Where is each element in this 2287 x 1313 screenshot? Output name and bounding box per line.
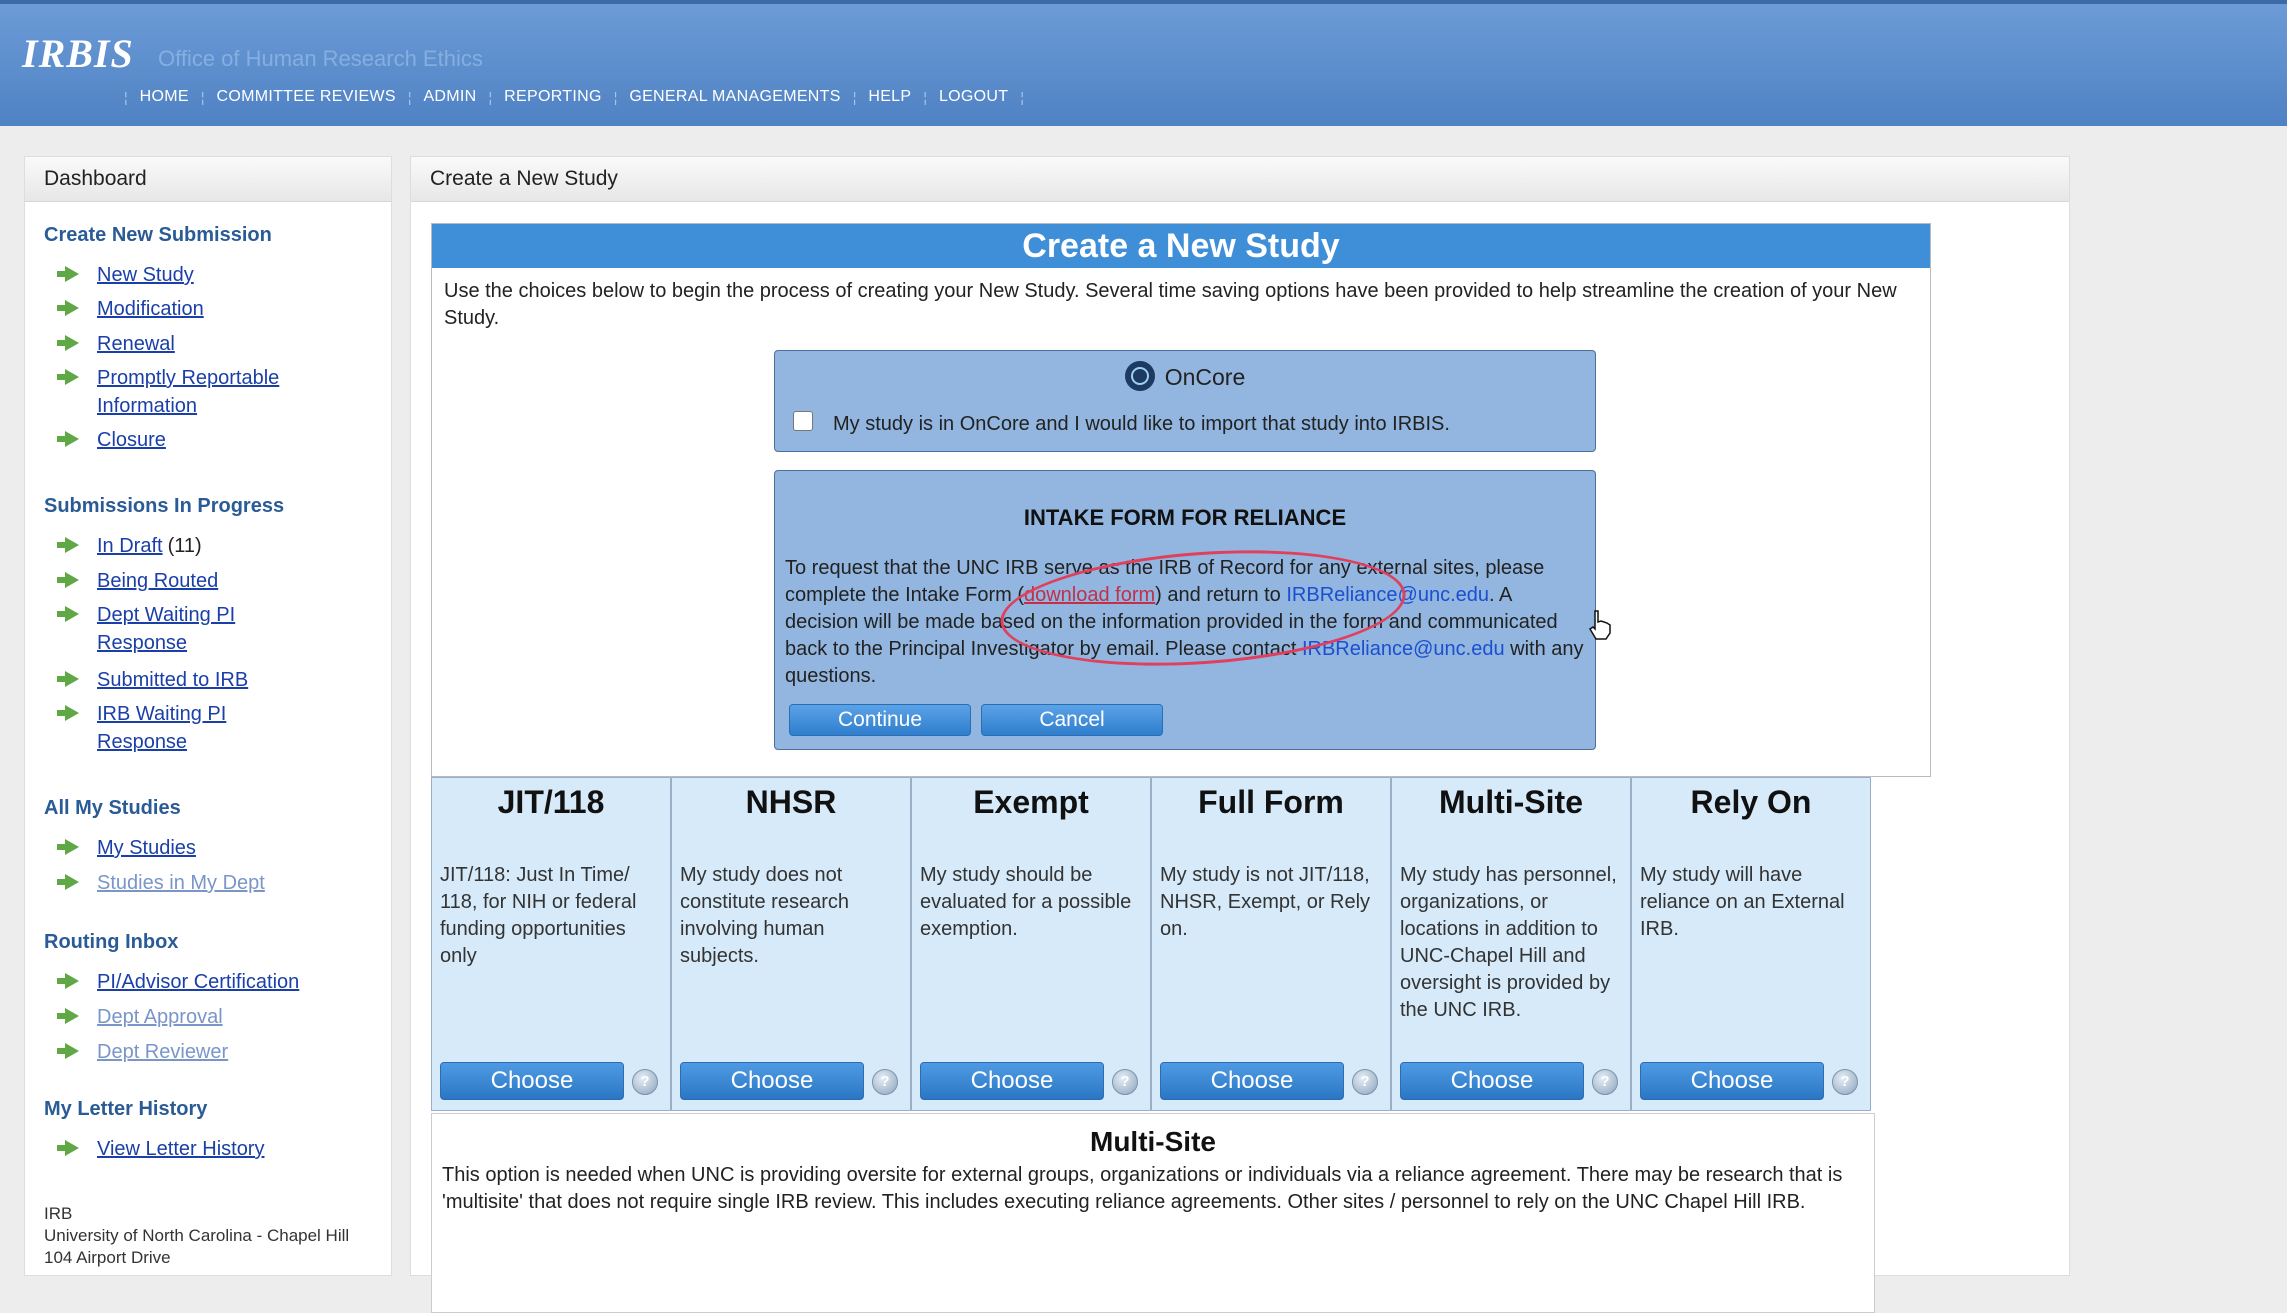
sidebar-item-dept-waiting[interactable] (65, 601, 237, 657)
arrow-icon (65, 973, 79, 989)
address-line: University of North Carolina - Chapel Hill (44, 1226, 350, 1245)
help-icon[interactable]: ? (872, 1069, 898, 1095)
arrow-icon (65, 1008, 79, 1024)
promptly-reportable-link[interactable]: Promptly Reportable Information (97, 367, 280, 417)
arrow-icon (65, 369, 79, 385)
reliance-email-link-2[interactable]: IRBReliance@unc.edu (1301, 638, 1505, 660)
section-create-new-submission: Create New Submission (44, 224, 272, 246)
sidebar-item-pi-advisor-certification[interactable] (65, 968, 299, 996)
multi-site-info-box (431, 1113, 1875, 1313)
sidebar-item-modification[interactable] (65, 295, 204, 323)
sidebar-item-being-routed[interactable] (65, 567, 218, 595)
option-description: My study has personnel, organizations, or locations in addition to UNC-Chapel Hill and oversight is provided by the UNC IRB. (1400, 864, 1617, 1021)
oncore-import-label: My study is in OnCore and I would like to import that study into IRBIS. (833, 413, 1450, 435)
help-icon[interactable]: ? (1352, 1069, 1378, 1095)
view-letter-history-link[interactable]: View Letter History (97, 1138, 265, 1160)
arrow-icon (65, 606, 79, 622)
sidebar-item-renewal[interactable] (65, 330, 175, 358)
oncore-title (775, 361, 1595, 391)
create-study-intro: Use the choices below to begin the process of creating your New Study. Several time saving options have been provided to help streamline the creation of your New Study. (444, 280, 1897, 329)
sidebar-item-irb-waiting[interactable] (65, 700, 237, 756)
oncore-import-checkbox[interactable] (793, 411, 813, 431)
option-description: JIT/118: Just In Time/ 118, for NIH or federal funding opportunities only (440, 864, 637, 967)
cancel-button[interactable]: Cancel (981, 704, 1163, 736)
oncore-title-text: OnCore (1164, 364, 1246, 390)
nav-separator: ¦ (613, 89, 618, 105)
option-multi-site (1391, 777, 1631, 1111)
reliance-text-part: with any questions. (785, 638, 1584, 687)
multi-site-info-title: Multi-Site (1090, 1126, 1216, 1157)
reliance-title: INTAKE FORM FOR RELIANCE (1023, 505, 1347, 530)
irb-waiting-link[interactable]: IRB Waiting PI Response (97, 703, 227, 753)
org-name: Office of Human Research Ethics (158, 46, 483, 71)
in-draft-count: (11) (167, 535, 202, 557)
sidebar-title: Dashboard (25, 157, 391, 202)
arrow-icon (65, 705, 79, 721)
studies-in-my-dept-link[interactable]: Studies in My Dept (97, 872, 265, 894)
nav-separator: ¦ (488, 89, 493, 105)
sidebar-item-dept-approval[interactable] (65, 1003, 223, 1031)
arrow-icon (65, 537, 79, 553)
reliance-text-part: To request that the UNC IRB serve as the IRB of Record for any external sites, please complete the Intake Form ( (785, 557, 1545, 606)
arrow-icon (65, 266, 79, 282)
study-type-options (431, 777, 1871, 1111)
help-icon[interactable]: ? (632, 1069, 658, 1095)
nav-home[interactable]: HOME (139, 88, 189, 105)
sidebar-item-submitted-to-irb[interactable] (65, 666, 248, 694)
section-routing-inbox: Routing Inbox (44, 931, 179, 953)
nav-separator: ¦ (1020, 89, 1024, 105)
continue-button[interactable]: Continue (789, 704, 971, 736)
sidebar-item-closure[interactable] (65, 426, 166, 454)
nav-separator: ¦ (407, 89, 412, 105)
option-title: NHSR (745, 784, 837, 820)
arrow-icon (65, 1140, 79, 1156)
choose-exempt-button[interactable]: Choose (920, 1062, 1104, 1100)
arrow-icon (65, 572, 79, 588)
option-title: Exempt (973, 784, 1089, 820)
sidebar-item-dept-reviewer[interactable] (65, 1038, 228, 1066)
dashboard-sidebar (24, 156, 392, 1276)
oncore-logo-icon (1125, 361, 1155, 391)
nav-general-managements[interactable]: GENERAL MANAGEMENTS (629, 88, 841, 105)
help-icon[interactable]: ? (1112, 1069, 1138, 1095)
option-exempt (911, 777, 1151, 1111)
option-description: My study should be evaluated for a possible exemption. (920, 864, 1132, 940)
option-nhsr (671, 777, 911, 1111)
option-description: My study will have reliance on an External IRB. (1640, 864, 1845, 940)
app-header (0, 0, 2287, 126)
nav-separator: ¦ (200, 89, 205, 105)
reliance-text-part: ) and return to (1155, 584, 1287, 606)
sidebar-item-promptly-reportable[interactable] (65, 364, 317, 420)
closure-link[interactable]: Closure (97, 429, 166, 451)
address-line: 104 Airport Drive (44, 1248, 171, 1267)
pi-advisor-certification-link[interactable]: PI/Advisor Certification (97, 971, 300, 993)
dept-reviewer-link[interactable]: Dept Reviewer (97, 1041, 229, 1063)
in-draft-link[interactable]: In Draft (97, 535, 163, 557)
option-title: Rely On (1690, 784, 1812, 820)
oncore-box (774, 350, 1596, 452)
choose-rely-on-button[interactable]: Choose (1640, 1062, 1824, 1100)
arrow-icon (65, 671, 79, 687)
sidebar-item-new-study[interactable] (65, 261, 194, 289)
section-my-letter-history: My Letter History (44, 1098, 208, 1120)
reliance-email-link[interactable]: IRBReliance@unc.edu (1286, 584, 1489, 606)
option-jit118 (431, 777, 671, 1111)
help-icon[interactable]: ? (1592, 1069, 1618, 1095)
my-studies-link[interactable]: My Studies (97, 837, 196, 859)
create-study-title: Create a New Study (432, 224, 1930, 268)
sidebar-item-studies-in-my-dept[interactable] (65, 869, 265, 897)
arrow-icon (65, 1043, 79, 1059)
multi-site-info-text: This option is needed when UNC is providing oversite for external groups, organizations or individuals via a reliance agreement. There may be research that is 'multisite' that does not require single IRB review. This includes executing reliance agreements. Other sites / personnel to rely on the UNC Chapel Hill IRB. (442, 1164, 1843, 1213)
nav-admin[interactable]: ADMIN (423, 88, 477, 105)
arrow-icon (65, 300, 79, 316)
choose-nhsr-button[interactable]: Choose (680, 1062, 864, 1100)
reliance-text-part: . A decision will be made based on the information provided in the form and communicated back to the Principal Investigator by email. Please contact (785, 584, 1558, 660)
section-submissions-in-progress: Submissions In Progress (44, 495, 285, 517)
option-title: Full Form (1198, 784, 1344, 820)
renewal-link[interactable]: Renewal (97, 333, 175, 355)
arrow-icon (65, 335, 79, 351)
being-routed-link[interactable]: Being Routed (97, 570, 219, 592)
choose-full-form-button[interactable]: Choose (1160, 1062, 1344, 1100)
choose-jit118-button[interactable]: Choose (440, 1062, 624, 1100)
main-panel-title: Create a New Study (411, 157, 2069, 202)
sidebar-item-my-studies[interactable] (65, 834, 196, 862)
submitted-to-irb-link[interactable]: Submitted to IRB (97, 669, 249, 691)
create-study-box (431, 223, 1931, 777)
download-form-link[interactable]: download form (1023, 584, 1156, 606)
reliance-intake-box (774, 470, 1596, 750)
hand-cursor-icon (1587, 609, 1613, 646)
address-line: IRB (44, 1204, 73, 1223)
option-title: Multi-Site (1439, 784, 1583, 820)
nav-committee-reviews[interactable]: COMMITTEE REVIEWS (216, 88, 396, 105)
nav-reporting[interactable]: REPORTING (504, 88, 602, 105)
nav-separator: ¦ (852, 89, 857, 105)
sidebar-address (44, 1203, 349, 1269)
choose-multi-site-button[interactable]: Choose (1400, 1062, 1584, 1100)
dept-waiting-link[interactable]: Dept Waiting PI Response (97, 604, 236, 654)
option-full-form (1151, 777, 1391, 1111)
main-panel (410, 156, 2070, 1276)
option-rely-on (1631, 777, 1871, 1111)
option-description: My study does not constitute research involving human subjects. (680, 864, 849, 967)
new-study-link[interactable]: New Study (97, 264, 194, 286)
nav-separator: ¦ (923, 89, 927, 105)
section-all-my-studies: All My Studies (44, 797, 181, 819)
sidebar-item-view-letter-history[interactable] (65, 1135, 264, 1163)
option-title: JIT/118 (497, 784, 605, 820)
nav-help[interactable]: HELP (868, 88, 912, 105)
arrow-icon (65, 431, 79, 447)
irbis-logo[interactable]: IRBIS (22, 31, 134, 76)
help-icon[interactable]: ? (1832, 1069, 1858, 1095)
nav-logout[interactable]: LOGOUT (938, 88, 1009, 105)
dept-approval-link[interactable]: Dept Approval (97, 1006, 223, 1028)
option-description: My study is not JIT/118, NHSR, Exempt, or Rely on. (1160, 864, 1371, 940)
main-nav (124, 88, 1024, 106)
arrow-icon (65, 874, 79, 890)
modification-link[interactable]: Modification (97, 298, 204, 320)
sidebar-item-in-draft[interactable] (65, 532, 202, 560)
arrow-icon (65, 839, 79, 855)
nav-separator: ¦ (124, 89, 128, 105)
